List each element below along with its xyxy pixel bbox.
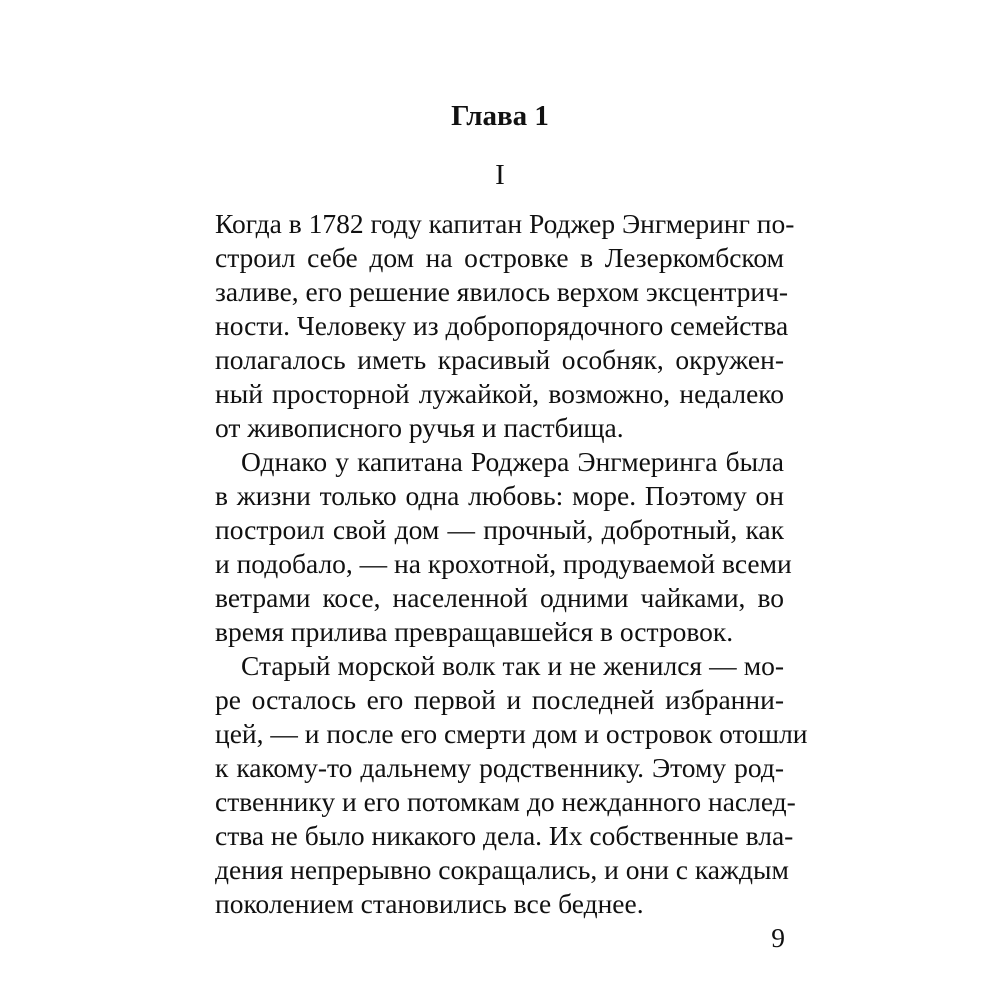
text-line: ственнику и его потомкам до нежданного наслед- [215, 786, 796, 817]
page-number: 9 [771, 922, 785, 953]
text-line: заливе, его решение явилось верхом эксцентрич- [215, 276, 789, 307]
text-line: время прилива превращавшейся в островок. [215, 616, 734, 647]
text-line: ре осталось его первой и последней избранни- [215, 684, 784, 715]
text-line: ности. Человеку из добропорядочного семейства [215, 310, 789, 341]
text-line: полагалось иметь красивый особняк, окружен- [215, 344, 784, 375]
text-line: к какому-то дальнему родственнику. Этому род- [215, 752, 784, 783]
text-line: цей, — и после его смерти дом и островок отошли [215, 718, 808, 749]
section-number: I [495, 159, 505, 191]
text-line: поколением становились все беднее. [215, 888, 644, 919]
text-line: ветрами косе, населенной одними чайками, во [215, 582, 784, 613]
text-line: строил себе дом на островке в Лезеркомбском [215, 242, 784, 273]
text-line: и подобало, — на крохотной, продуваемой всеми [215, 548, 792, 579]
text-line: от живописного ручья и пастбища. [215, 412, 624, 443]
text-line: построил свой дом — прочный, добротный, как [215, 514, 784, 545]
text-line: ный просторной лужайкой, возможно, недалеко [215, 378, 784, 409]
text-line: Когда в 1782 году капитан Роджер Энгмеринг по- [215, 208, 795, 239]
text-line: дения непрерывно сокращались, и они с каждым [215, 854, 789, 885]
text-line: Старый морской волк так и не женился — мо- [241, 650, 784, 681]
text-line: в жизни только одна любовь: море. Поэтому он [215, 480, 784, 511]
text-line: Однако у капитана Роджера Энгмеринга была [241, 446, 784, 477]
chapter-title: Глава 1 [451, 100, 549, 132]
text-line: ства не было никакого дела. Их собственные вла- [215, 820, 794, 851]
